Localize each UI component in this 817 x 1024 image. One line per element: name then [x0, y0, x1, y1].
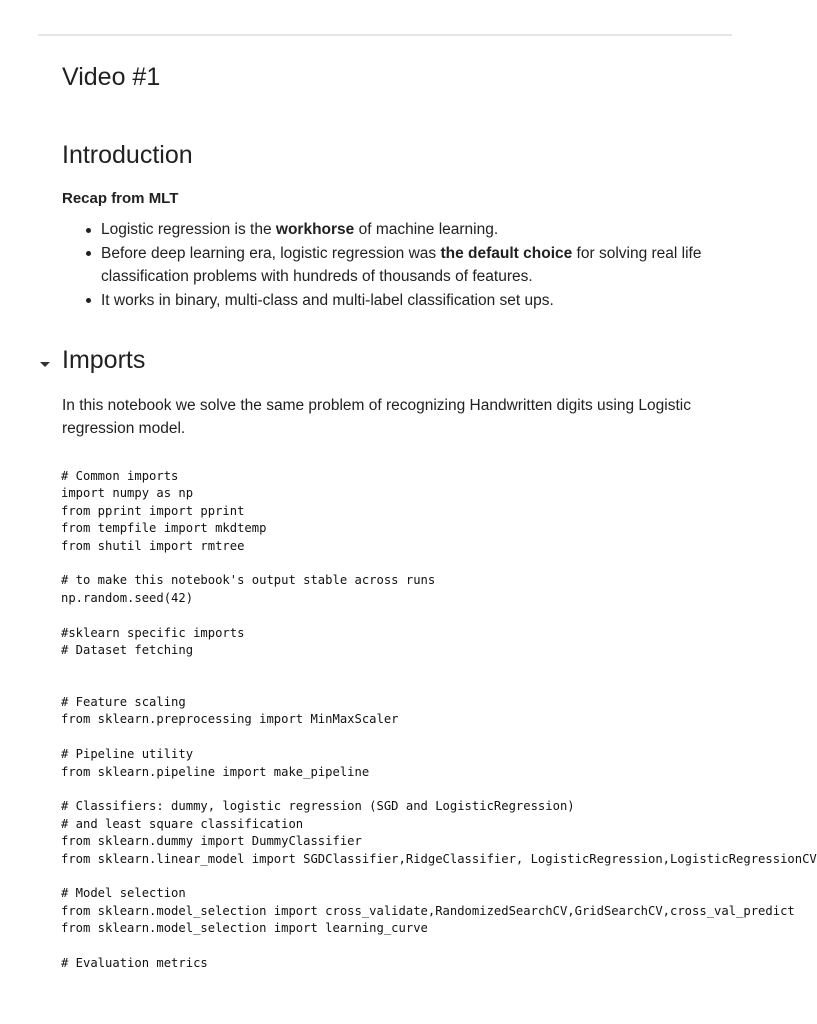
code-line: from shutil import rmtree	[61, 538, 245, 553]
code-line	[61, 659, 732, 676]
bullet-emphasis: the default choice	[440, 244, 573, 262]
bullet-dot-icon	[86, 228, 91, 233]
code-line	[61, 729, 732, 746]
bullet-dot-icon	[86, 251, 91, 256]
code-line	[61, 555, 732, 572]
bullet-text: of machine learning.	[354, 221, 499, 238]
recap-heading: Recap from MLT	[62, 190, 179, 207]
code-line: from sklearn.model_selection import learning_curve	[61, 921, 428, 936]
code-line	[61, 781, 732, 798]
bullet-text: It works in binary, multi-class and multi-label classification set ups.	[101, 291, 554, 309]
code-line: #sklearn specific imports	[61, 625, 245, 640]
code-line: # to make this notebook's output stable across runs	[61, 573, 436, 588]
code-line: # Evaluation metrics	[61, 955, 208, 970]
recap-bullet-list	[62, 218, 751, 312]
code-line: np.random.seed(42)	[61, 590, 194, 605]
caret-down-icon[interactable]	[40, 362, 50, 367]
code-line: from sklearn.dummy import DummyClassifier	[61, 834, 362, 849]
bullet-emphasis: workhorse	[275, 221, 355, 238]
code-line: # Pipeline utility	[61, 747, 194, 762]
video-title: Video #1	[62, 63, 161, 91]
introduction-heading: Introduction	[62, 141, 193, 169]
code-line: from sklearn.model_selection import cross_validate,RandomizedSearchCV,GridSearchCV,cross_val_predict	[61, 903, 795, 918]
code-line	[61, 607, 732, 624]
code-line: # and least square classification	[61, 816, 304, 831]
code-line: # Classifiers: dummy, logistic regression (SGD and LogisticRegression)	[61, 799, 575, 814]
bullet-text: Before deep learning era, logistic regression was	[101, 244, 441, 262]
bullet-text: for solving real life classification problems with hundreds of thousands of features.	[101, 244, 702, 285]
code-line	[61, 938, 732, 955]
list-item	[101, 218, 751, 242]
code-line: # Model selection	[61, 886, 186, 901]
code-line	[61, 868, 732, 885]
code-line: # Common imports	[61, 469, 179, 483]
code-line: from sklearn.linear_model import SGDClassifier,RidgeClassifier, LogisticRegression,LogisticRegressionCV	[61, 851, 817, 866]
code-line	[61, 677, 732, 694]
code-cell[interactable]	[61, 468, 817, 988]
top-divider	[38, 34, 732, 36]
code-line: from pprint import pprint	[61, 503, 245, 518]
code-line: # Feature scaling	[61, 695, 186, 710]
list-item	[101, 242, 751, 289]
code-line: import numpy as np	[61, 486, 194, 501]
code-line: from sklearn.preprocessing import MinMaxScaler	[61, 712, 399, 727]
code-line: from tempfile import mkdtemp	[61, 521, 267, 536]
list-item	[101, 289, 751, 313]
bullet-text: Logistic regression is the	[101, 221, 276, 238]
imports-description: In this notebook we solve the same problem of recognizing Handwritten digits using Logistic regression model.	[62, 397, 691, 437]
bullet-dot-icon	[86, 298, 91, 303]
code-line: # Dataset fetching	[61, 642, 194, 657]
imports-heading: Imports	[62, 346, 146, 374]
code-line: from sklearn.pipeline import make_pipeline	[61, 764, 370, 779]
